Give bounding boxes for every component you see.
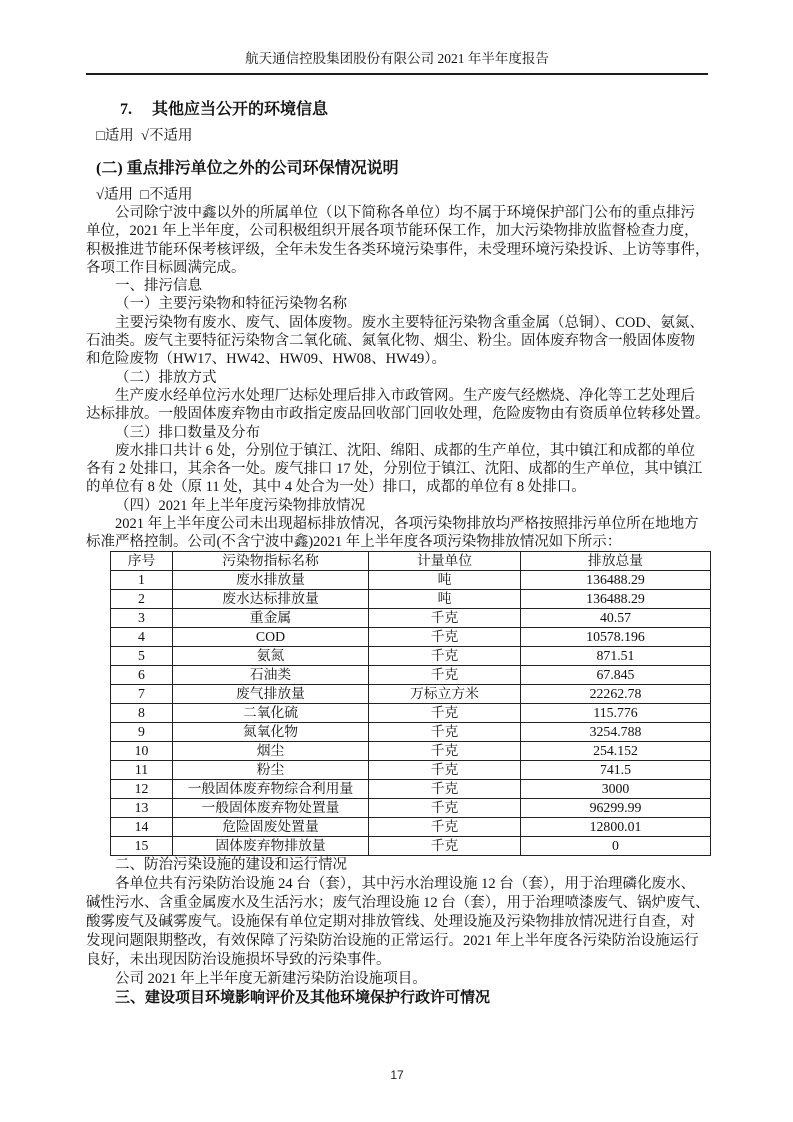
table-cell: 氨氮 (173, 647, 369, 666)
table-cell: 136488.29 (521, 590, 711, 609)
table-row (111, 571, 711, 590)
table-row (111, 685, 711, 704)
text-line: 达标排放。一般固体废弃物由市政指定废品回收部门回收处理，危险废物由有资质单位转移处置。 (86, 406, 710, 423)
table-cell: 千克 (369, 818, 521, 837)
table-cell: 千克 (369, 799, 521, 818)
table-row (111, 818, 711, 837)
text-line: （二）排放方式 (115, 369, 217, 386)
body-text-after-table (86, 856, 708, 989)
pollutant-emissions-table (110, 551, 711, 856)
text-line: 碱性污水、含重金属废水及生活污水；废气治理设施 12 台（套），用于治理喷漆废气、锅炉废气、 (86, 895, 710, 911)
table-cell: 13 (111, 799, 173, 818)
table-row (111, 723, 711, 742)
table-cell: 96299.99 (521, 799, 711, 818)
table-cell: 废水排放量 (173, 571, 369, 590)
table-cell: 0 (521, 837, 711, 856)
text-line: 主要污染物有废水、废气、固体废物。废水主要特征污染物含重金属（总铜）、COD、氨氮、 (115, 314, 704, 331)
section-7-title: 其他应当公开的环境信息 (152, 101, 329, 118)
table-cell: 1 (111, 571, 173, 590)
section-7-heading (120, 100, 328, 120)
table-cell: 2 (111, 590, 173, 609)
table-header-row (111, 552, 711, 571)
table-cell: 254.152 (521, 742, 711, 761)
text-line: 各项工作目标圆满完成。 (86, 259, 246, 276)
table-cell: 6 (111, 666, 173, 685)
text-line: 公司除宁波中鑫以外的所属单位（以下简称各单位）均不属于环境保护部门公布的重点排污 (115, 205, 695, 221)
table-cell: 万标立方米 (369, 685, 521, 704)
text-line: 各单位共有污染防治设施 24 台（套），其中污水治理设施 12 台（套），用于治理磷化废水、 (115, 876, 695, 892)
table-cell: 14 (111, 818, 173, 837)
table-cell: 二氧化硫 (173, 704, 369, 723)
table-column-header: 排放总量 (521, 552, 711, 571)
section-3-heading: 三、建设项目环境影响评价及其他环境保护行政许可情况 (115, 990, 491, 1006)
subsection-2-heading: (二) 重点排污单位之外的公司环保情况说明 (96, 160, 399, 177)
table-cell: 115.776 (521, 704, 711, 723)
table-cell: 石油类 (173, 666, 369, 685)
table-row (111, 609, 711, 628)
table-cell: 871.51 (521, 647, 711, 666)
table-cell: 8 (111, 704, 173, 723)
table-cell: 千克 (369, 761, 521, 780)
table-cell: 11 (111, 761, 173, 780)
table-cell: 12800.01 (521, 818, 711, 837)
text-line: 酸雾废气及碱雾废气。设施保有单位定期对排放管线、处理设施及污染物排放情况进行自查，对 (86, 914, 695, 930)
table-cell: 千克 (369, 628, 521, 647)
text-line: 发现问题限期整改，有效保障了污染防治设施的正常运行。2021 年上半年度各污染防治设施运行 (86, 933, 699, 949)
table-cell: 千克 (369, 704, 521, 723)
table-cell: 一般固体废弃物综合利用量 (173, 780, 369, 799)
table-cell: 废气排放量 (173, 685, 369, 704)
table-row (111, 780, 711, 799)
table-cell: 3254.788 (521, 723, 711, 742)
table-cell: 烟尘 (173, 742, 369, 761)
text-line: （四）2021 年上半年度污染物排放情况 (115, 497, 366, 514)
table-cell: 5 (111, 647, 173, 666)
table-cell: 固体废弃物排放量 (173, 837, 369, 856)
table-row (111, 666, 711, 685)
table-row (111, 837, 711, 856)
table-cell: 粉尘 (173, 761, 369, 780)
table-cell: 千克 (369, 780, 521, 799)
text-line: 一、排污信息 (115, 278, 202, 295)
table-cell: 千克 (369, 647, 521, 666)
report-header-title: 航天通信控股集团股份有限公司 2021 年半年度报告 (245, 51, 549, 66)
table-cell: 15 (111, 837, 173, 856)
table-cell: 3000 (521, 780, 711, 799)
text-line: 积极推进节能环保考核评级，全年未发生各类环境污染事件，未受理环境污染投诉、上访等事件， (86, 241, 710, 258)
table-cell: 氮氧化物 (173, 723, 369, 742)
text-line: 公司 2021 年上半年度无新建污染防治设施项目。 (115, 971, 427, 987)
table-cell: 重金属 (173, 609, 369, 628)
table-cell: 千克 (369, 609, 521, 628)
text-line: 良好，未出现因防治设施损坏导致的污染事件。 (86, 952, 391, 968)
table-row (111, 647, 711, 666)
body-text-before-table (86, 204, 708, 552)
text-line: 二、防治污染设施的建设和运行情况 (115, 857, 347, 873)
table-cell: 千克 (369, 742, 521, 761)
table-cell: 9 (111, 723, 173, 742)
table-cell: 40.57 (521, 609, 711, 628)
table-cell: 3 (111, 609, 173, 628)
table-cell: 22262.78 (521, 685, 711, 704)
table-cell: 10 (111, 742, 173, 761)
section-7-number: 7. (120, 101, 132, 118)
text-line: 各有 2 处排口，其余各一处。废气排口 17 处，分别位于镇江、沈阳、成都的生产单位，其中镇江 (86, 461, 703, 478)
table-cell: 12 (111, 780, 173, 799)
table-cell: 危险固废处置量 (173, 818, 369, 837)
table-column-header: 计量单位 (369, 552, 521, 571)
text-line: 生产废水经单位污水处理厂达标处理后排入市政管网。生产废气经燃烧、净化等工艺处理后 (115, 387, 695, 404)
table-cell: 吨 (369, 571, 521, 590)
table-column-header: 序号 (111, 552, 173, 571)
table-row (111, 799, 711, 818)
table-row (111, 628, 711, 647)
table-row (111, 761, 711, 780)
text-line: （三）排口数量及分布 (115, 424, 260, 441)
table-cell: 吨 (369, 590, 521, 609)
table-cell: 废水达标排放量 (173, 590, 369, 609)
table-cell: 一般固体废弃物处置量 (173, 799, 369, 818)
text-line: 石油类。废气主要特征污染物含二氧化硫、氮氧化物、烟尘、粉尘。固体废弃物含一般固体废物 (86, 333, 695, 350)
table-cell: COD (173, 628, 369, 647)
text-line: 标准严格控制。公司(不含宁波中鑫)2021 年上半年度各项污染物排放情况如下所示： (86, 534, 622, 551)
table-cell: 741.5 (521, 761, 711, 780)
text-line: （一）主要污染物和特征污染物名称 (115, 296, 347, 313)
section-7-applicability: □适用 √不适用 (96, 128, 193, 144)
table-cell: 千克 (369, 837, 521, 856)
table-column-header: 污染物指标名称 (173, 552, 369, 571)
text-line: 2021 年上半年度公司未出现超标排放情况，各项污染物排放均严格按照排污单位所在地地方 (115, 516, 699, 533)
table-row (111, 590, 711, 609)
text-line: 和危险废物（HW17、HW42、HW09、HW08、HW49）。 (86, 351, 447, 368)
table-cell: 千克 (369, 666, 521, 685)
page-number: 17 (390, 1068, 404, 1082)
table-cell: 67.845 (521, 666, 711, 685)
table-cell: 千克 (369, 723, 521, 742)
table-body (111, 571, 711, 856)
text-line: 单位，2021 年上半年度，公司积极组织开展各项节能环保工作，加大污染物排放监督检查力度， (86, 223, 699, 240)
table-row (111, 704, 711, 723)
text-line: 的单位有 8 处（原 11 处，其中 4 处合为一处）排口，成都的单位有 8 处排口。 (86, 479, 586, 496)
table-cell: 136488.29 (521, 571, 711, 590)
table-cell: 10578.196 (521, 628, 711, 647)
table-row (111, 742, 711, 761)
header-divider (86, 73, 708, 75)
text-line: 废水排口共计 6 处，分别位于镇江、沈阳、绵阳、成都的生产单位，其中镇江和成都的单位 (115, 442, 695, 459)
table-cell: 4 (111, 628, 173, 647)
table-cell: 7 (111, 685, 173, 704)
subsection-2-applicability: √适用 □不适用 (96, 187, 193, 203)
